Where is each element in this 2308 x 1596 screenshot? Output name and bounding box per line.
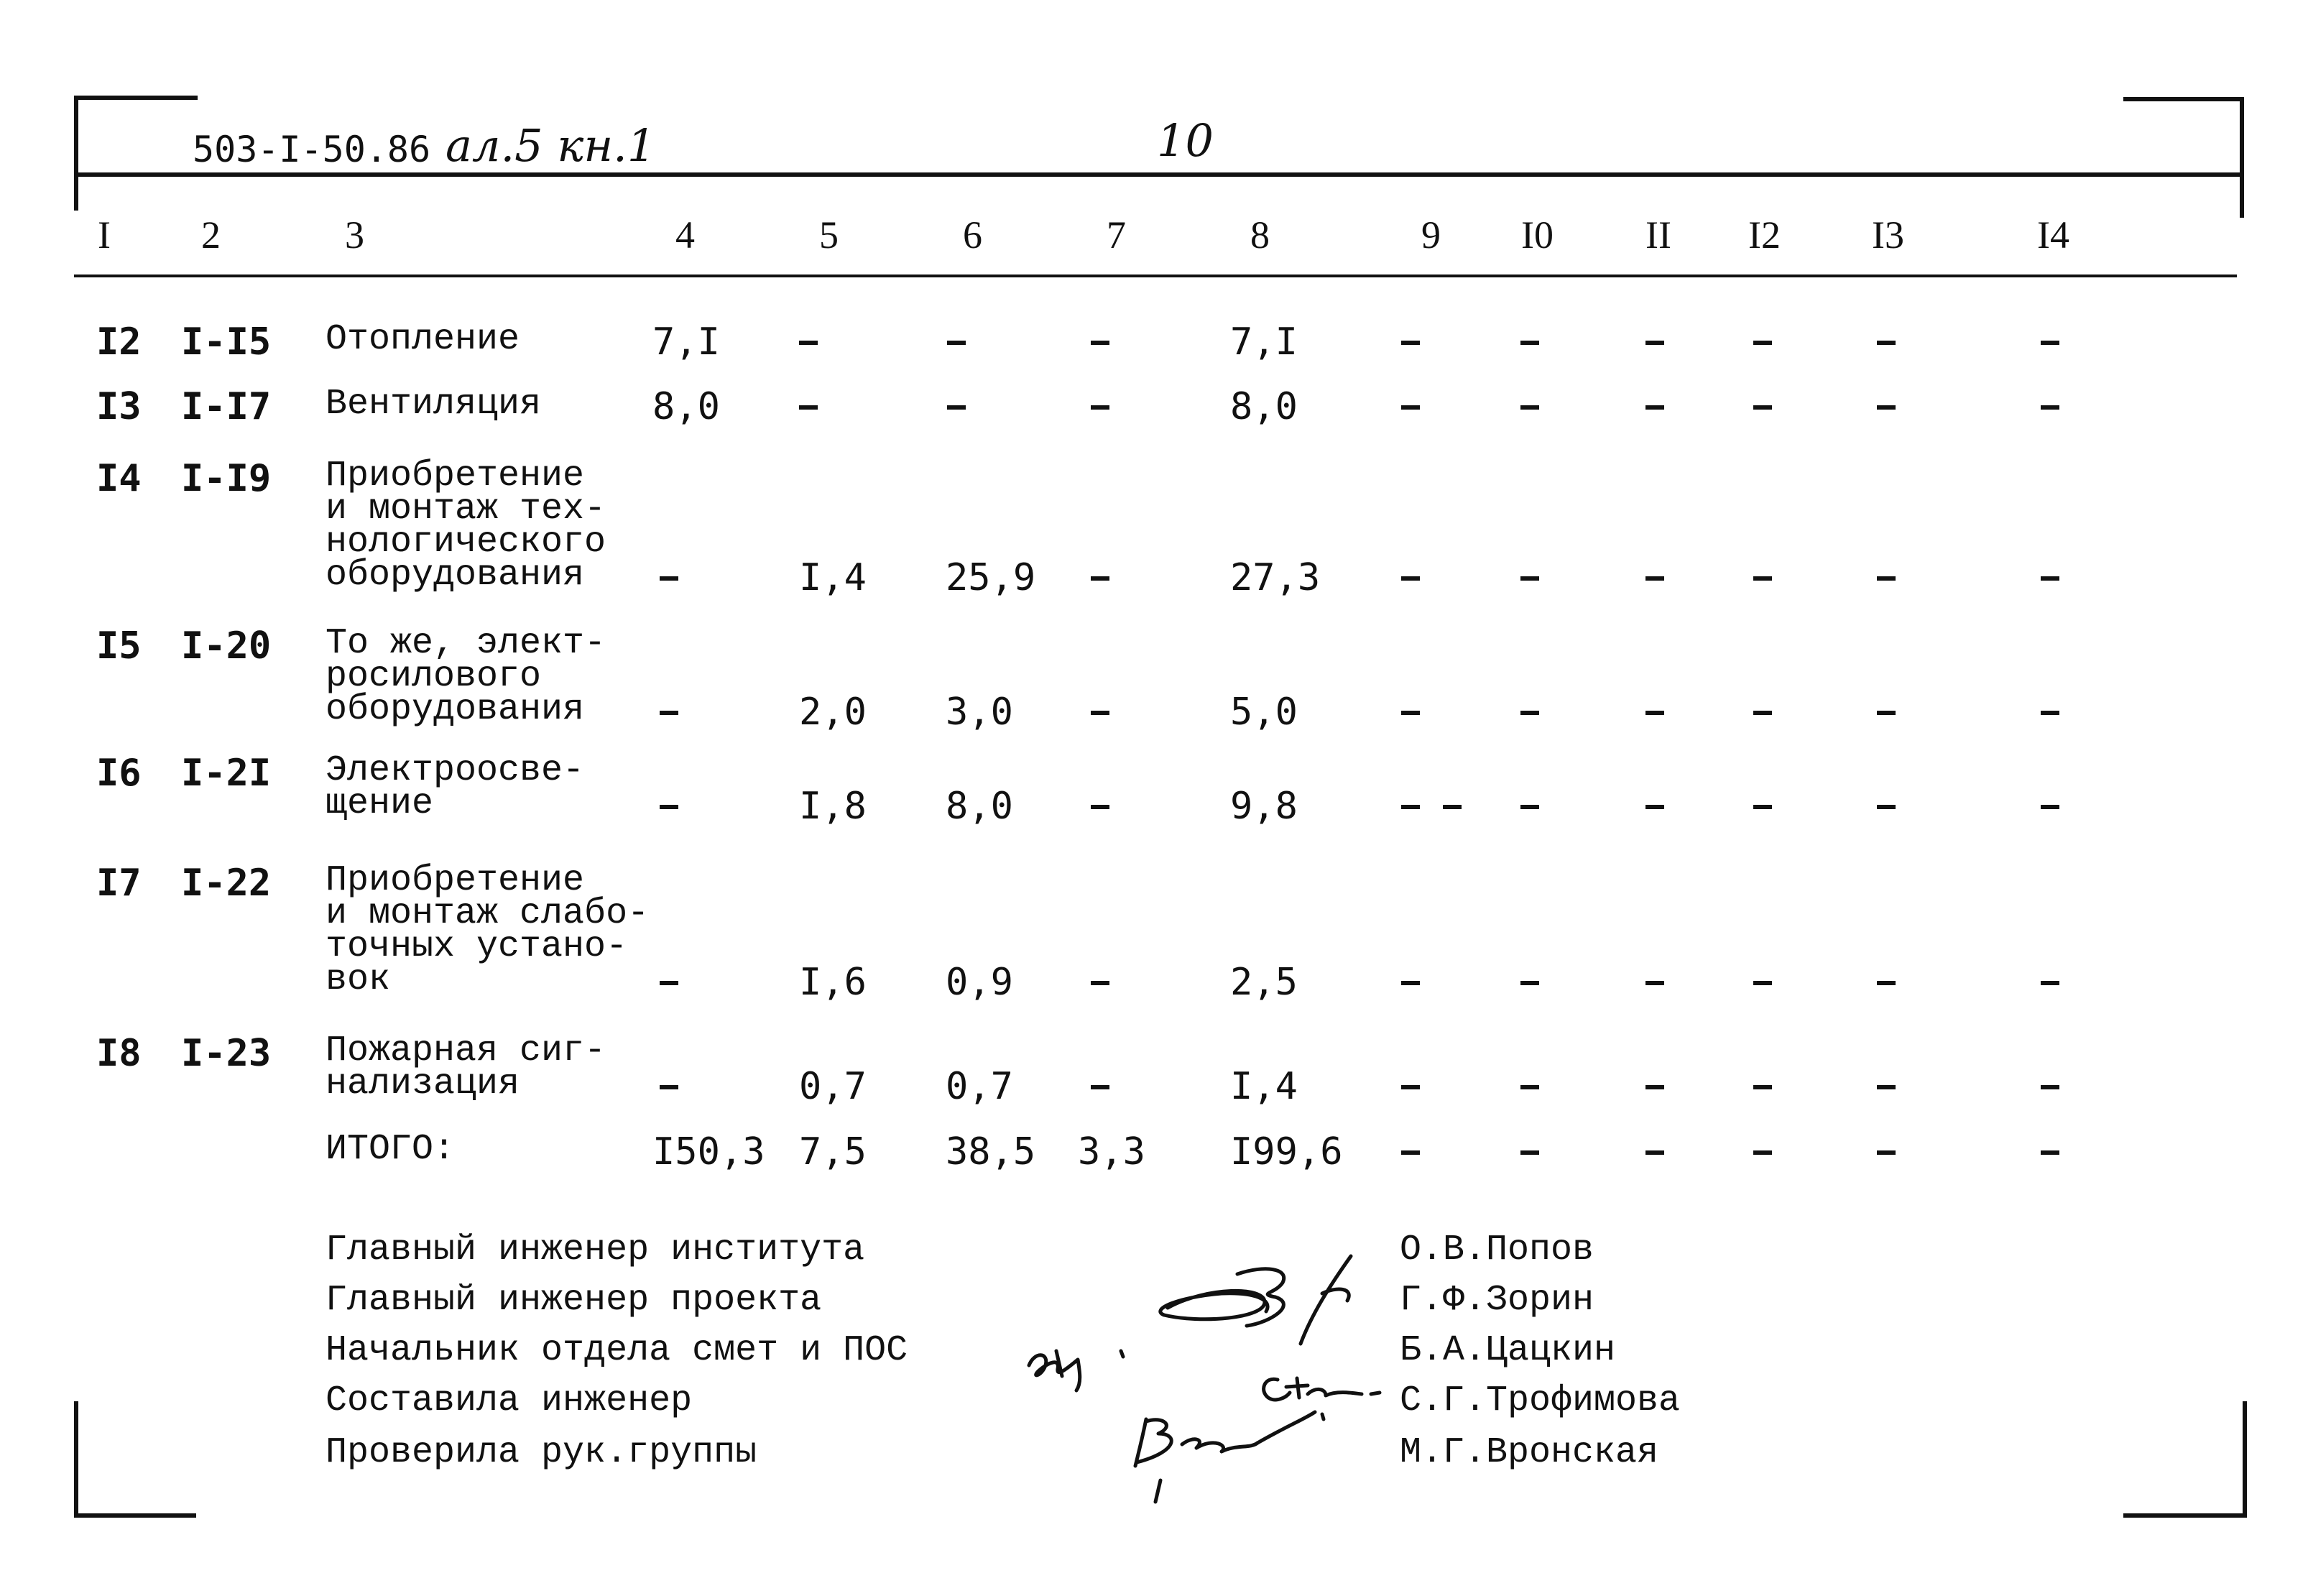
row-description-line: вок [326, 959, 391, 1000]
col-header-5: 5 [819, 213, 839, 257]
row-description-line: Приобретение [326, 456, 585, 497]
signature-name: О.В.Попов [1400, 1230, 1594, 1270]
signature-vronskaya-mark [1135, 1412, 1315, 1502]
signature-title: Составила инженер [326, 1380, 693, 1421]
value-cell: 0,7 [946, 1065, 1013, 1108]
value-cell: 8,0 [946, 785, 1013, 828]
col-header-10: I0 [1521, 213, 1554, 257]
col-header-3: 3 [345, 213, 364, 257]
col-header-7: 7 [1107, 213, 1126, 257]
row-number: I2 [96, 320, 142, 364]
row-code: I-2I [181, 752, 272, 795]
signature-title: Главный инженер института [326, 1230, 865, 1270]
signature-trofimova-mark [1264, 1378, 1380, 1419]
row-code: I-I9 [181, 457, 272, 500]
total-label: ИТОГО: [326, 1129, 456, 1170]
value-cell: 5,0 [1230, 691, 1298, 734]
col-header-13: I3 [1872, 213, 1904, 257]
value-cell: I,4 [799, 556, 867, 599]
row-number: I6 [96, 752, 142, 795]
col-header-2: 2 [201, 213, 221, 257]
value-cell: 3,0 [946, 691, 1013, 734]
value-cell: 3,3 [1078, 1130, 1145, 1173]
col-header-6: 6 [963, 213, 982, 257]
value-cell: 0,7 [799, 1065, 867, 1108]
value-cell: 9,8 [1230, 785, 1298, 828]
row-number: I5 [96, 624, 142, 668]
value-cell: 38,5 [946, 1130, 1036, 1173]
row-description-line: То же, элект- [326, 623, 606, 664]
row-description-line: оборудования [326, 689, 585, 730]
value-cell: 25,9 [946, 556, 1036, 599]
row-description-line: щение [326, 783, 434, 824]
col-header-8: 8 [1250, 213, 1270, 257]
value-cell: I99,6 [1230, 1130, 1343, 1173]
col-header-14: I4 [2037, 213, 2069, 257]
col-header-12: I2 [1748, 213, 1781, 257]
row-description-line: росилового [326, 656, 542, 697]
row-code: I-20 [181, 624, 272, 668]
row-description-line: нологического [326, 522, 606, 563]
row-description-line: оборудования [326, 555, 585, 596]
col-header-11: II [1645, 213, 1671, 257]
row-code: I-I7 [181, 385, 272, 428]
row-code: I-23 [181, 1032, 272, 1075]
col-header-4: 4 [675, 213, 695, 257]
signature-title: Начальник отдела смет и ПОС [326, 1330, 908, 1371]
col-header-9: 9 [1421, 213, 1441, 257]
row-description-line: Вентиляция [326, 384, 542, 425]
row-description-line: и монтаж тех- [326, 489, 606, 530]
handwritten-note: ал.5 кн.1 [446, 119, 656, 172]
row-description-line: Электроосве- [326, 750, 585, 791]
document-code: 503-I-50.86 [193, 129, 431, 170]
row-description-line: нализация [326, 1064, 520, 1104]
signature-name: Г.Ф.Зорин [1400, 1280, 1594, 1321]
signature-tsatskin-mark [1029, 1351, 1123, 1390]
row-description-line: точных устано- [326, 926, 628, 967]
signature-name: Б.А.Цацкин [1400, 1330, 1616, 1371]
row-description-line: Пожарная сиг- [326, 1030, 606, 1071]
row-description-line: Приобретение [326, 860, 585, 901]
row-number: I7 [96, 862, 142, 905]
signature-title: Проверила рук.группы [326, 1432, 757, 1473]
row-number: I4 [96, 457, 142, 500]
value-cell: 7,5 [799, 1130, 867, 1173]
value-cell: 7,I [652, 320, 720, 364]
row-description-line: Отопление [326, 319, 520, 360]
value-cell: 27,3 [1230, 556, 1321, 599]
row-number: I3 [96, 385, 142, 428]
row-number: I8 [96, 1032, 142, 1075]
value-cell: 2,0 [799, 691, 867, 734]
row-description-line: и монтаж слабо- [326, 893, 650, 934]
page-number: 10 [1157, 114, 1214, 167]
row-code: I-22 [181, 862, 272, 905]
value-cell: 8,0 [1230, 385, 1298, 428]
value-cell: 7,I [1230, 320, 1298, 364]
signature-name: С.Г.Трофимова [1400, 1380, 1681, 1421]
value-cell: I,8 [799, 785, 867, 828]
value-cell: 0,9 [946, 961, 1013, 1004]
signature-title: Главный инженер проекта [326, 1280, 822, 1321]
value-cell: 2,5 [1230, 961, 1298, 1004]
value-cell: I50,3 [652, 1130, 765, 1173]
col-header-1: I [98, 213, 111, 257]
row-code: I-I5 [181, 320, 272, 364]
value-cell: I,4 [1230, 1065, 1298, 1108]
signature-zorin-mark [1160, 1256, 1351, 1344]
value-cell: I,6 [799, 961, 867, 1004]
value-cell: 8,0 [652, 385, 720, 428]
signature-name: М.Г.Вронская [1400, 1432, 1659, 1473]
